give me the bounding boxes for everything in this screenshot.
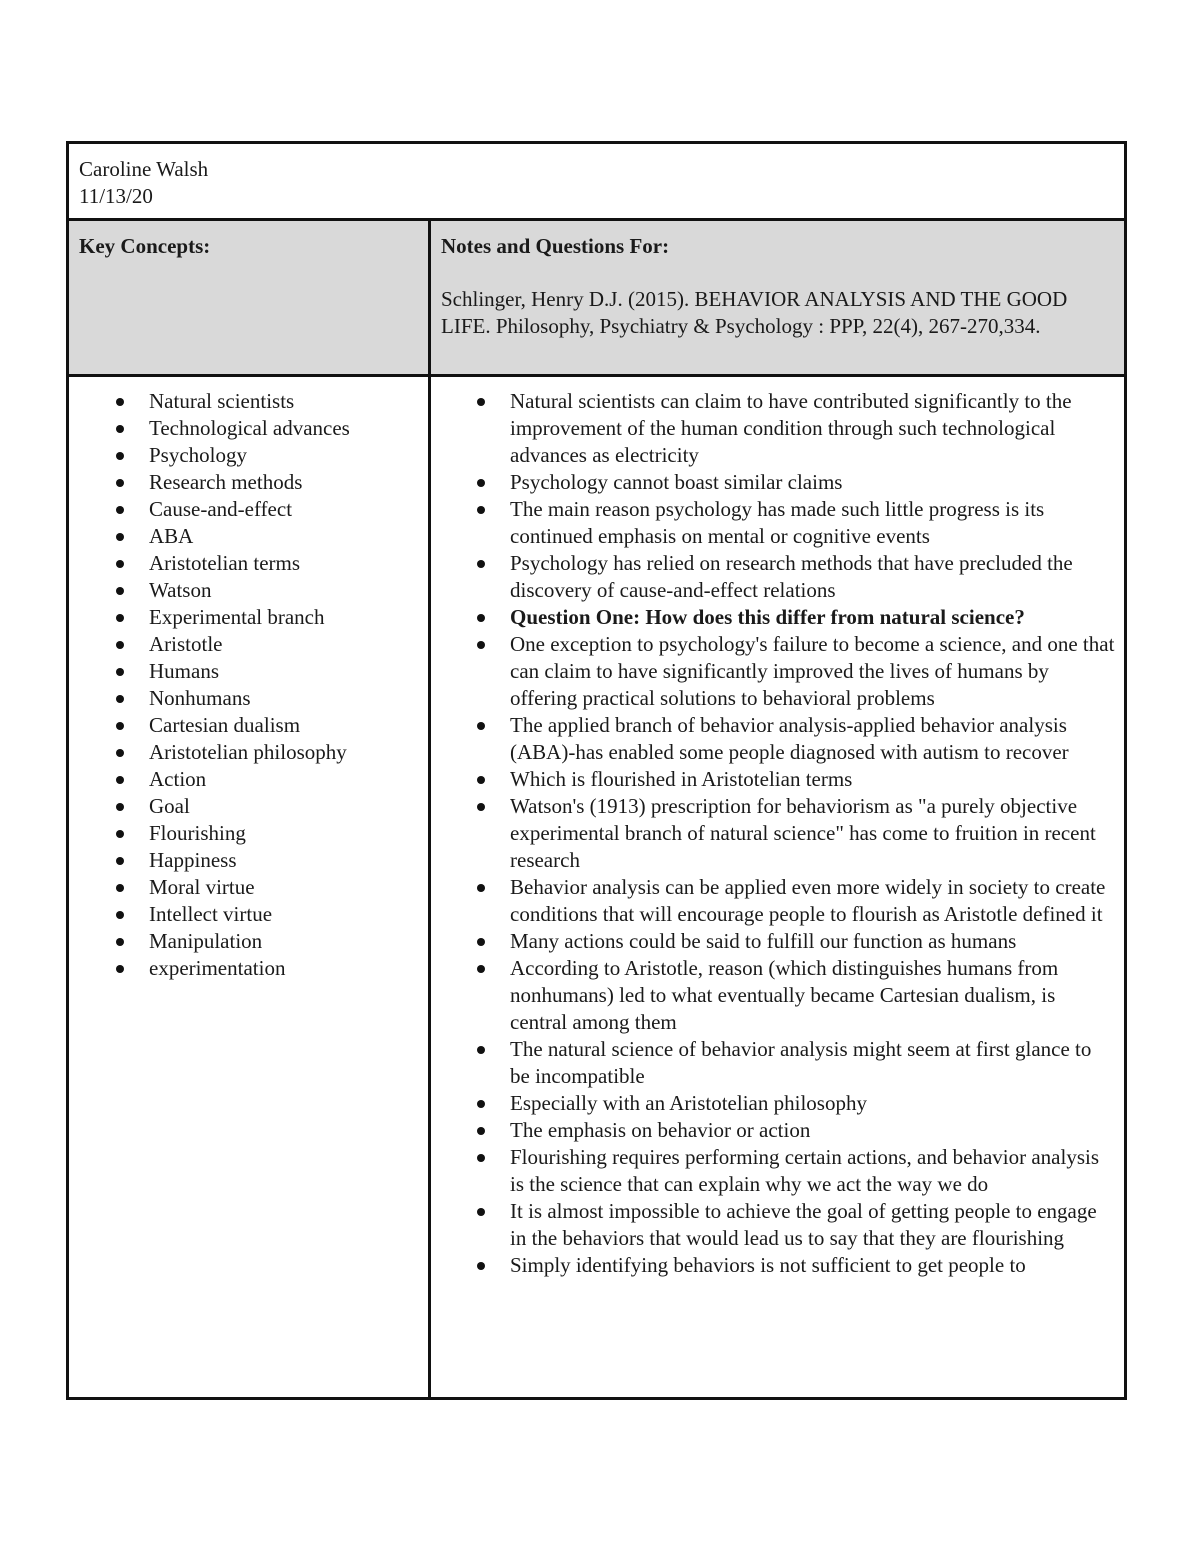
note-item xyxy=(431,1036,1124,1090)
key-concept-item xyxy=(69,847,428,874)
bullet-icon xyxy=(116,722,124,730)
bullet-icon xyxy=(116,479,124,487)
note-item xyxy=(431,550,1124,604)
notes-heading: Notes and Questions For: xyxy=(441,234,670,258)
note-item xyxy=(431,793,1124,874)
key-concept-item-text: Flourishing xyxy=(149,821,246,845)
bullet-icon xyxy=(477,398,485,406)
note-item-text: Psychology has relied on research methods that have precluded the discovery of cause-and-effect relations xyxy=(510,551,1073,602)
key-concept-item-text: Natural scientists xyxy=(149,389,295,413)
bullet-icon xyxy=(116,641,124,649)
key-concept-item xyxy=(69,415,428,442)
note-item xyxy=(431,604,1124,631)
key-concept-item xyxy=(69,928,428,955)
note-item-text: One exception to psychology's failure to become a science, and one that can claim to have significantly improved the lives of humans by offering practical solutions to behavioral problems xyxy=(510,632,1115,710)
bullet-icon xyxy=(116,587,124,595)
key-concept-item-text: Goal xyxy=(149,794,190,818)
bullet-icon xyxy=(477,506,485,514)
bullet-icon xyxy=(477,965,485,973)
key-concept-item xyxy=(69,685,428,712)
note-item xyxy=(431,1117,1124,1144)
bullet-icon xyxy=(116,803,124,811)
key-concept-item xyxy=(69,388,428,415)
key-concept-item-text: Aristotle xyxy=(149,632,223,656)
key-concept-item-text: ABA xyxy=(149,524,194,548)
note-item xyxy=(431,928,1124,955)
bullet-icon xyxy=(116,506,124,514)
note-item-text: The main reason psychology has made such little progress is its continued emphasis on mental or cognitive events xyxy=(510,497,1045,548)
key-concept-item-text: Watson xyxy=(149,578,212,602)
note-item xyxy=(431,469,1124,496)
key-concept-item-text: Nonhumans xyxy=(149,686,251,710)
note-item-text: Which is flourished in Aristotelian terms xyxy=(510,767,853,791)
note-item xyxy=(431,874,1124,928)
key-concept-item xyxy=(69,496,428,523)
key-concept-item xyxy=(69,523,428,550)
bullet-icon xyxy=(116,911,124,919)
notes-cell xyxy=(431,377,1124,1397)
bullet-icon xyxy=(116,452,124,460)
key-concept-item-text: Cartesian dualism xyxy=(149,713,301,737)
bullet-icon xyxy=(477,614,485,622)
key-concept-item xyxy=(69,631,428,658)
notes-table xyxy=(66,141,1127,1400)
key-concept-item xyxy=(69,739,428,766)
note-item xyxy=(431,1090,1124,1117)
key-concept-item-text: Psychology xyxy=(149,443,248,467)
bullet-icon xyxy=(116,938,124,946)
key-concept-item xyxy=(69,901,428,928)
key-concept-item-text: Manipulation xyxy=(149,929,263,953)
note-item xyxy=(431,766,1124,793)
bullet-icon xyxy=(477,776,485,784)
note-item-text: The applied branch of behavior analysis-applied behavior analysis (ABA)-has enabled some people diagnosed with autism to recover xyxy=(510,713,1069,764)
key-concept-item-text: Technological advances xyxy=(149,416,350,440)
note-item-text: The natural science of behavior analysis might seem at first glance to be incompatible xyxy=(510,1037,1092,1088)
bullet-icon xyxy=(477,1208,485,1216)
bullet-icon xyxy=(477,938,485,946)
student-header xyxy=(69,144,1124,221)
bullet-icon xyxy=(477,479,485,487)
content-row xyxy=(69,377,1124,1397)
note-item-text: Question One: How does this differ from natural science? xyxy=(510,605,1025,629)
note-item-text: Behavior analysis can be applied even more widely in society to create conditions that will encourage people to flourish as Aristotle defined it xyxy=(510,875,1106,926)
bullet-icon xyxy=(116,614,124,622)
note-item xyxy=(431,631,1124,712)
bullet-icon xyxy=(116,857,124,865)
note-item xyxy=(431,496,1124,550)
key-concept-item xyxy=(69,874,428,901)
key-concept-item xyxy=(69,604,428,631)
key-concepts-header-cell xyxy=(69,221,431,374)
notes-list xyxy=(431,388,1124,1279)
key-concept-item-text: Research methods xyxy=(149,470,303,494)
note-item-text: It is almost impossible to achieve the goal of getting people to engage in the behaviors that would lead us to say that they are flourishing xyxy=(510,1199,1097,1250)
student-name: Caroline Walsh xyxy=(79,157,209,181)
bullet-icon xyxy=(477,1127,485,1135)
bullet-icon xyxy=(477,1046,485,1054)
key-concepts-list xyxy=(69,388,428,982)
bullet-icon xyxy=(477,641,485,649)
key-concept-item xyxy=(69,550,428,577)
bullet-icon xyxy=(477,884,485,892)
bullet-icon xyxy=(477,1154,485,1162)
key-concept-item-text: Happiness xyxy=(149,848,237,872)
title-row xyxy=(69,221,1124,377)
key-concept-item-text: Aristotelian terms xyxy=(149,551,301,575)
key-concept-item-text: Cause-and-effect xyxy=(149,497,293,521)
bullet-icon xyxy=(116,668,124,676)
key-concept-item-text: Action xyxy=(149,767,207,791)
bullet-icon xyxy=(116,749,124,757)
key-concept-item xyxy=(69,793,428,820)
key-concept-item-text: Aristotelian philosophy xyxy=(149,740,347,764)
note-item-text: Simply identifying behaviors is not sufficient to get people to xyxy=(510,1253,1026,1277)
note-item-text: Especially with an Aristotelian philosophy xyxy=(510,1091,867,1115)
key-concept-item xyxy=(69,658,428,685)
note-item-text: Many actions could be said to fulfill our function as humans xyxy=(510,929,1017,953)
note-item xyxy=(431,1144,1124,1198)
note-item xyxy=(431,1198,1124,1252)
key-concept-item xyxy=(69,955,428,982)
bullet-icon xyxy=(477,1100,485,1108)
source-citation: Schlinger, Henry D.J. (2015). BEHAVIOR ANALYSIS AND THE GOOD LIFE. Philosophy, Psychiatry & Psychology : PPP, 22(4), 267-270,334. xyxy=(441,287,1068,338)
bullet-icon xyxy=(116,425,124,433)
key-concept-item xyxy=(69,577,428,604)
bullet-icon xyxy=(116,776,124,784)
notes-header-cell xyxy=(431,221,1124,374)
note-item xyxy=(431,712,1124,766)
key-concept-item-text: experimentation xyxy=(149,956,286,980)
bullet-icon xyxy=(116,830,124,838)
note-item xyxy=(431,955,1124,1036)
key-concept-item-text: Humans xyxy=(149,659,219,683)
note-date: 11/13/20 xyxy=(79,184,153,208)
bullet-icon xyxy=(116,533,124,541)
bullet-icon xyxy=(116,884,124,892)
bullet-icon xyxy=(477,560,485,568)
bullet-icon xyxy=(116,965,124,973)
note-item xyxy=(431,388,1124,469)
note-item-text: Natural scientists can claim to have contributed significantly to the improvement of the human condition through such technological advances as electricity xyxy=(510,389,1072,467)
key-concept-item-text: Experimental branch xyxy=(149,605,325,629)
key-concepts-cell xyxy=(69,377,431,1397)
bullet-icon xyxy=(477,1262,485,1270)
bullet-icon xyxy=(116,398,124,406)
bullet-icon xyxy=(116,695,124,703)
key-concept-item xyxy=(69,712,428,739)
note-item-text: Psychology cannot boast similar claims xyxy=(510,470,843,494)
key-concept-item-text: Intellect virtue xyxy=(149,902,273,926)
key-concept-item xyxy=(69,820,428,847)
bullet-icon xyxy=(477,722,485,730)
key-concept-item xyxy=(69,442,428,469)
note-item xyxy=(431,1252,1124,1279)
bullet-icon xyxy=(477,803,485,811)
note-item-text: According to Aristotle, reason (which distinguishes humans from nonhumans) led to what eventually became Cartesian dualism, is central among them xyxy=(510,956,1059,1034)
key-concepts-heading: Key Concepts: xyxy=(79,234,211,258)
note-item-text: Watson's (1913) prescription for behaviorism as "a purely objective experimental branch of natural science" has come to fruition in recent research xyxy=(510,794,1096,872)
key-concept-item xyxy=(69,766,428,793)
key-concept-item-text: Moral virtue xyxy=(149,875,255,899)
bullet-icon xyxy=(116,560,124,568)
note-item-text: Flourishing requires performing certain actions, and behavior analysis is the science that can explain why we act the way we do xyxy=(510,1145,1100,1196)
note-item-text: The emphasis on behavior or action xyxy=(510,1118,811,1142)
key-concept-item xyxy=(69,469,428,496)
